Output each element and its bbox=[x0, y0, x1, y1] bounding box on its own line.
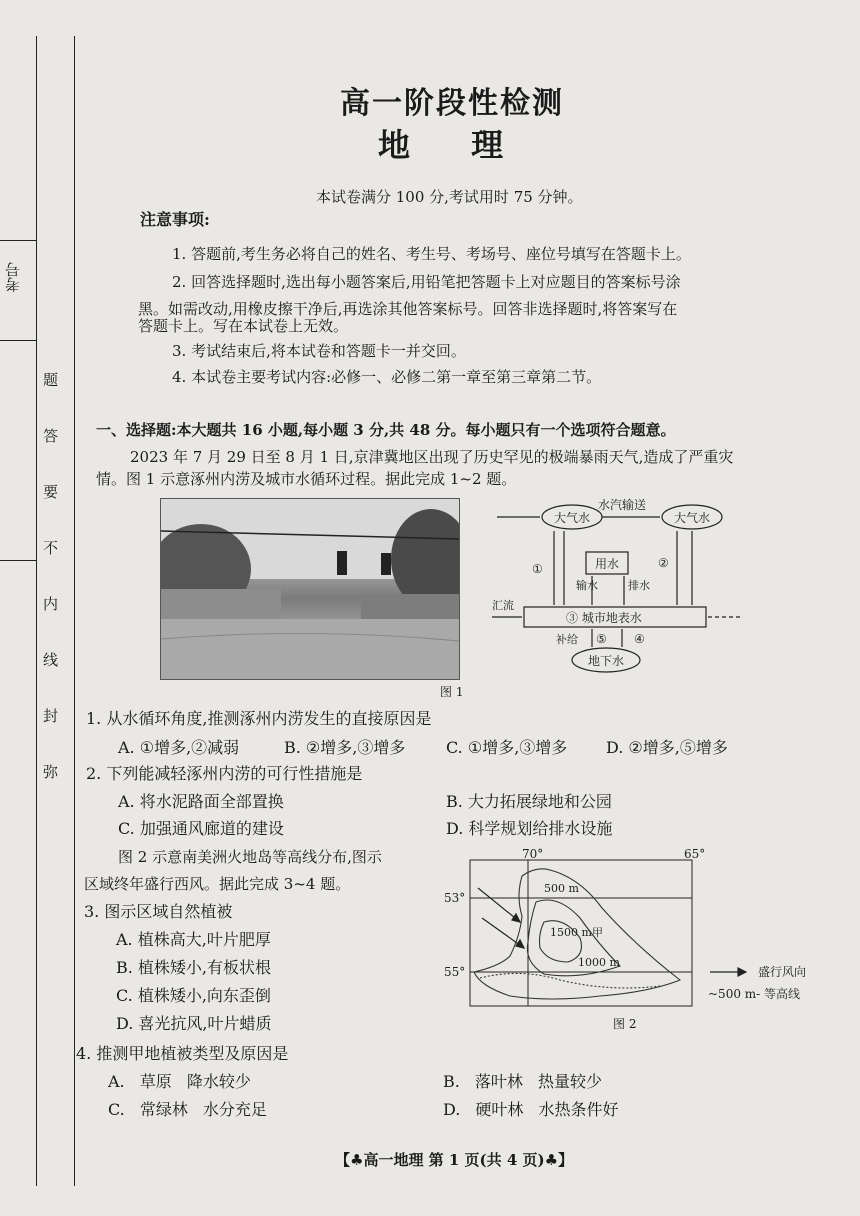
fig2-label: 55° bbox=[444, 965, 466, 979]
exam-info: 本试卷满分 100 分,考试用时 75 分钟。 bbox=[316, 188, 583, 206]
fig2-label: 甲 bbox=[592, 926, 603, 939]
page-footer: 【♣高一地理 第 1 页(共 4 页)♣】 bbox=[335, 1151, 574, 1169]
question-stem: 4. 推测甲地植被类型及原因是 bbox=[76, 1044, 289, 1063]
fig2-label: 70° bbox=[522, 847, 544, 861]
fig2-label: 500 m bbox=[544, 882, 579, 895]
margin-rule bbox=[0, 560, 36, 561]
fig1-label: 大气水 bbox=[554, 511, 591, 525]
option: D. 硬叶林 水热条件好 bbox=[443, 1100, 619, 1119]
option: D. ②增多,⑤增多 bbox=[606, 738, 728, 757]
flood-photo bbox=[160, 498, 460, 680]
option: D. 科学规划给排水设施 bbox=[446, 819, 613, 838]
fig1-label: ④ bbox=[634, 632, 645, 646]
fig1-label: 汇流 bbox=[492, 599, 514, 612]
option: D. 喜光抗风,叶片蜡质 bbox=[116, 1014, 272, 1033]
fig1-label: 输水 bbox=[576, 579, 598, 592]
margin-char: 要 bbox=[41, 484, 59, 499]
figure1-caption: 图 1 bbox=[440, 685, 464, 699]
note-item: 3. 考试结束后,将本试卷和答题卡一并交回。 bbox=[172, 342, 466, 360]
exam-number-label: 考号 bbox=[4, 262, 22, 292]
option: A. 将水泥路面全部置换 bbox=[118, 792, 284, 811]
option: B. ②增多,③增多 bbox=[284, 738, 406, 757]
fig2-label: 1500 m bbox=[550, 926, 592, 939]
fig2-legend: ~500 m- 等高线 bbox=[708, 987, 801, 1001]
fig1-label: 水汽输送 bbox=[598, 498, 647, 512]
margin-rule bbox=[0, 340, 36, 341]
fig1-label: 大气水 bbox=[674, 511, 711, 525]
margin-char: 不 bbox=[41, 540, 59, 555]
fig1-label: 补给 bbox=[556, 633, 578, 646]
option: C. 植株矮小,向东歪倒 bbox=[116, 986, 271, 1005]
section-heading: 一、选择题:本大题共 16 小题,每小题 3 分,共 48 分。每小题只有一个选项符合题意。 bbox=[96, 421, 676, 439]
fig1-label: 排水 bbox=[628, 579, 650, 592]
fig2-legend: 盛行风向 bbox=[758, 965, 807, 979]
fig2-label: 53° bbox=[444, 891, 466, 905]
option: B. 大力拓展绿地和公园 bbox=[446, 792, 612, 811]
note-item: 2. 回答选择题时,选出每小题答案后,用铅笔把答题卡上对应题目的答案标号涂 bbox=[172, 273, 681, 291]
note-item: 答题卡上。写在本试卷上无效。 bbox=[138, 317, 349, 335]
fig2-label: 65° bbox=[684, 847, 706, 861]
fig2-label: 1000 m bbox=[578, 956, 620, 969]
note-item: 4. 本试卷主要考试内容:必修一、必修二第一章至第三章第二节。 bbox=[172, 368, 602, 386]
water-cycle-diagram bbox=[492, 497, 742, 677]
fig1-label: ⑤ bbox=[596, 632, 607, 646]
option: A. 植株高大,叶片肥厚 bbox=[116, 930, 271, 949]
option: C. ①增多,③增多 bbox=[446, 738, 568, 757]
exam-title: 高一阶段性检测 bbox=[340, 86, 564, 121]
margin-char: 封 bbox=[41, 708, 59, 723]
margin-rule bbox=[0, 240, 36, 241]
fig1-label: 地下水 bbox=[588, 654, 625, 668]
margin-char: 线 bbox=[41, 652, 59, 667]
notes-heading: 注意事项: bbox=[140, 210, 210, 229]
margin-char: 答 bbox=[41, 428, 59, 443]
fig1-label: ③ 城市地表水 bbox=[566, 611, 642, 625]
question-stem: 1. 从水循环角度,推测涿州内涝发生的直接原因是 bbox=[86, 709, 432, 728]
figure2-caption: 图 2 bbox=[613, 1017, 637, 1031]
option: B. 落叶林 热量较少 bbox=[443, 1072, 603, 1091]
option: B. 植株矮小,有板状根 bbox=[116, 958, 272, 977]
question-stem: 2. 下列能减轻涿州内涝的可行性措施是 bbox=[86, 764, 363, 783]
margin-char: 弥 bbox=[41, 764, 59, 779]
margin-char: 内 bbox=[41, 596, 59, 611]
binding-line-inner bbox=[74, 36, 75, 1186]
intro2-line: 区域终年盛行西风。据此完成 3~4 题。 bbox=[84, 875, 351, 893]
option: A. ①增多,②减弱 bbox=[118, 738, 240, 757]
tierra-del-fuego-map bbox=[440, 846, 830, 1036]
intro-line: 2023 年 7 月 29 日至 8 月 1 日,京津冀地区出现了历史罕见的极端暴雨天气,造成了严重灾 bbox=[130, 448, 734, 466]
note-item: 黑。如需改动,用橡皮擦干净后,再选涂其他答案标号。回答非选择题时,将答案写在 bbox=[138, 300, 678, 318]
fig1-label: 用水 bbox=[595, 557, 620, 571]
option: A. 草原 降水较少 bbox=[108, 1072, 251, 1091]
note-item: 1. 答题前,考生务必将自己的姓名、考生号、考场号、座位号填写在答题卡上。 bbox=[172, 245, 691, 263]
option: C. 加强通风廊道的建设 bbox=[118, 819, 284, 838]
intro2-line: 图 2 示意南美洲火地岛等高线分布,图示 bbox=[118, 848, 382, 866]
intro-line: 情。图 1 示意涿州内涝及城市水循环过程。据此完成 1~2 题。 bbox=[96, 470, 517, 488]
option: C. 常绿林 水分充足 bbox=[108, 1100, 267, 1119]
margin-char: 题 bbox=[41, 372, 59, 387]
subject-title: 地 理 bbox=[378, 126, 504, 164]
question-stem: 3. 图示区域自然植被 bbox=[84, 902, 233, 921]
fig1-label: ② bbox=[658, 556, 669, 570]
fig1-label: ① bbox=[532, 562, 543, 576]
binding-line-outer bbox=[36, 36, 37, 1186]
